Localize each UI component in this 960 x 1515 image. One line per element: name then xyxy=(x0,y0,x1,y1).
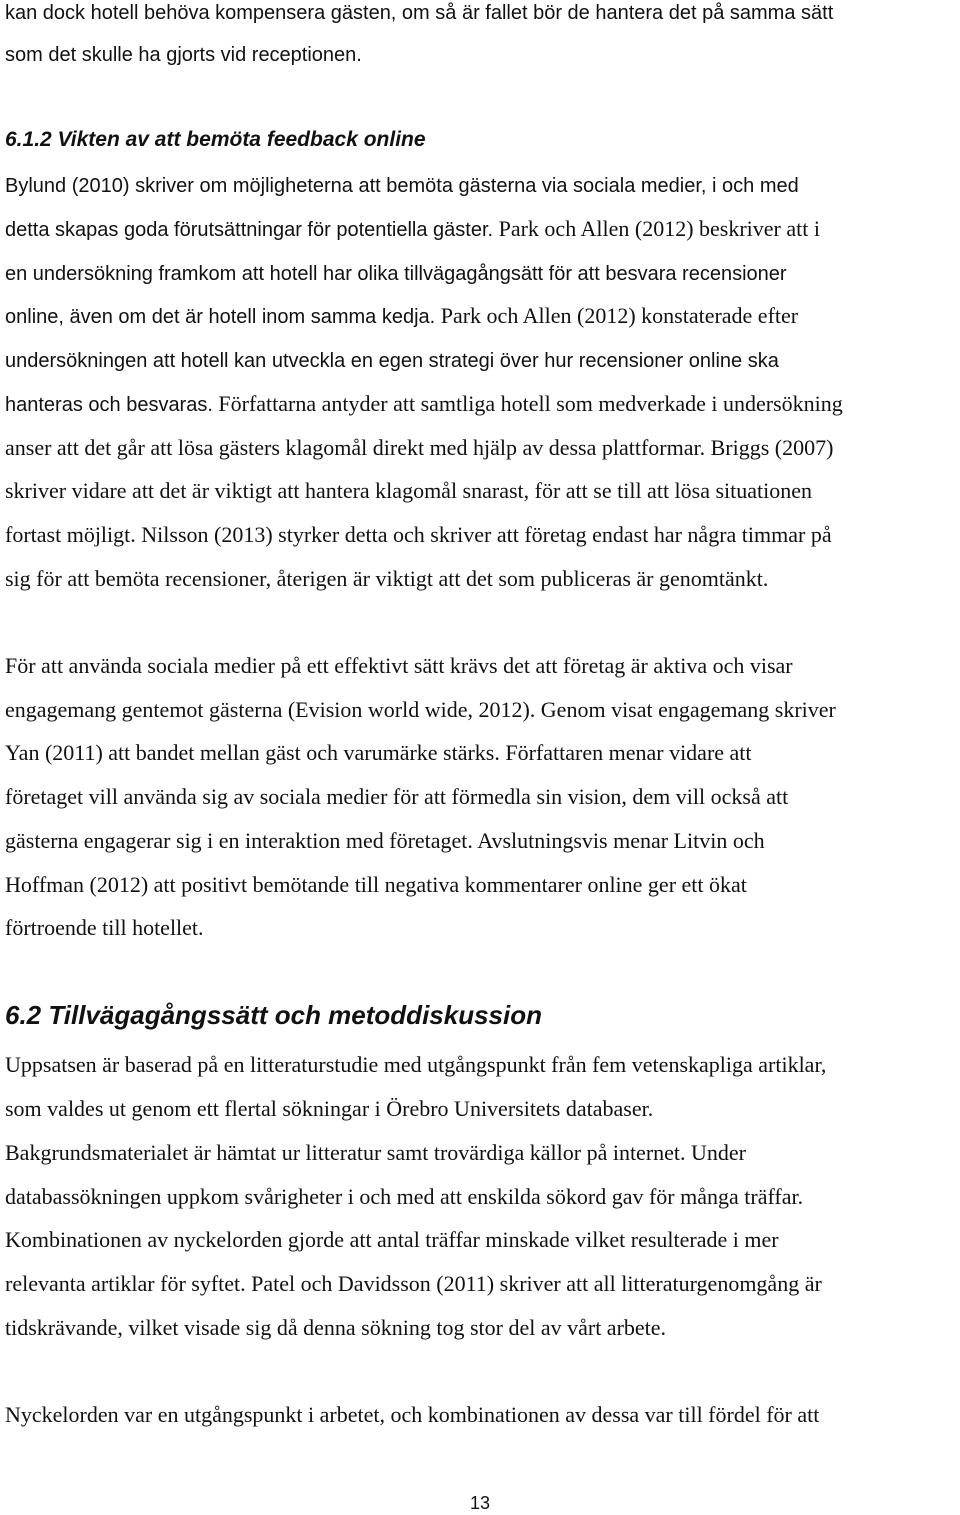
text-line: Yan (2011) att bandet mellan gäst och varumärke stärks. Författaren menar vidare att xyxy=(5,740,752,765)
text-line: Kombinationen av nyckelorden gjorde att antal träffar minskade vilket resulterade i mer xyxy=(5,1227,779,1252)
section-heading: 6.2 Tillvägagångssätt och metoddiskussion xyxy=(5,1000,542,1030)
text-line: detta skapas goda förutsättningar för potentiella gäster. Park och Allen (2012) beskriver att i xyxy=(5,216,820,241)
page-number: 13 xyxy=(469,1493,491,1513)
text-line: sig för att bemöta recensioner, återigen är viktigt att det som publiceras är genomtänkt. xyxy=(5,566,769,591)
text-line: Nyckelorden var en utgångspunkt i arbetet, och kombinationen av dessa var till fördel för att xyxy=(5,1402,820,1427)
section-heading: 6.1.2 Vikten av att bemöta feedback online xyxy=(5,128,426,151)
text-line: Hoffman (2012) att positivt bemötande till negativa kommentarer online ger ett ökat xyxy=(5,872,747,897)
text-line: databassökningen uppkom svårigheter i och med att enskilda sökord gav för många träffar. xyxy=(5,1184,804,1209)
text-line: engagemang gentemot gästerna (Evision world wide, 2012). Genom visat engagemang skriver xyxy=(5,697,836,722)
text-line: skriver vidare att det är viktigt att hantera klagomål snarast, för att se till att lösa situationen xyxy=(5,478,813,503)
text-line: som valdes ut genom ett flertal sökningar i Örebro Universitets databaser. xyxy=(5,1096,654,1121)
text-line: Uppsatsen är baserad på en litteraturstudie med utgångspunkt från fem vetenskapliga artiklar, xyxy=(5,1052,827,1077)
text-line: fortast möjligt. Nilsson (2013) styrker detta och skriver att företag endast har några timmar på xyxy=(5,522,832,547)
text-line: hanteras och besvaras. Författarna antyder att samtliga hotell som medverkade i undersökning xyxy=(5,391,843,416)
text-line: anser att det går att lösa gästers klagomål direkt med hjälp av dessa plattformar. Briggs (2007) xyxy=(5,435,834,460)
text-line: kan dock hotell behöva kompensera gästen, om så är fallet bör de hantera det på samma sätt xyxy=(5,2,834,24)
text-line: relevanta artiklar för syftet. Patel och Davidsson (2011) skriver att all litteraturgenomgång är xyxy=(5,1271,822,1296)
text-line: gästerna engagerar sig i en interaktion med företaget. Avslutningsvis menar Litvin och xyxy=(5,828,765,853)
text-line: undersökningen att hotell kan utveckla en egen strategi över hur recensioner online ska xyxy=(5,350,779,372)
text-line: som det skulle ha gjorts vid receptionen. xyxy=(5,44,362,66)
text-line: Bakgrundsmaterialet är hämtat ur litteratur samt trovärdiga källor på internet. Under xyxy=(5,1140,747,1165)
text-line: företaget vill använda sig av sociala medier för att förmedla sin vision, dem vill också att xyxy=(5,784,789,809)
text-line: en undersökning framkom att hotell har olika tillvägagångsätt för att besvara recensioner xyxy=(5,263,787,285)
text-line: För att använda sociala medier på ett effektivt sätt krävs det att företag är aktiva och visar xyxy=(5,653,793,678)
text-line: Bylund (2010) skriver om möjligheterna att bemöta gästerna via sociala medier, i och med xyxy=(5,175,799,197)
text-line: tidskrävande, vilket visade sig då denna sökning tog stor del av vårt arbete. xyxy=(5,1315,667,1340)
text-line: förtroende till hotellet. xyxy=(5,915,204,940)
text-line: online, även om det är hotell inom samma kedja. Park och Allen (2012) konstaterade efter xyxy=(5,303,799,328)
